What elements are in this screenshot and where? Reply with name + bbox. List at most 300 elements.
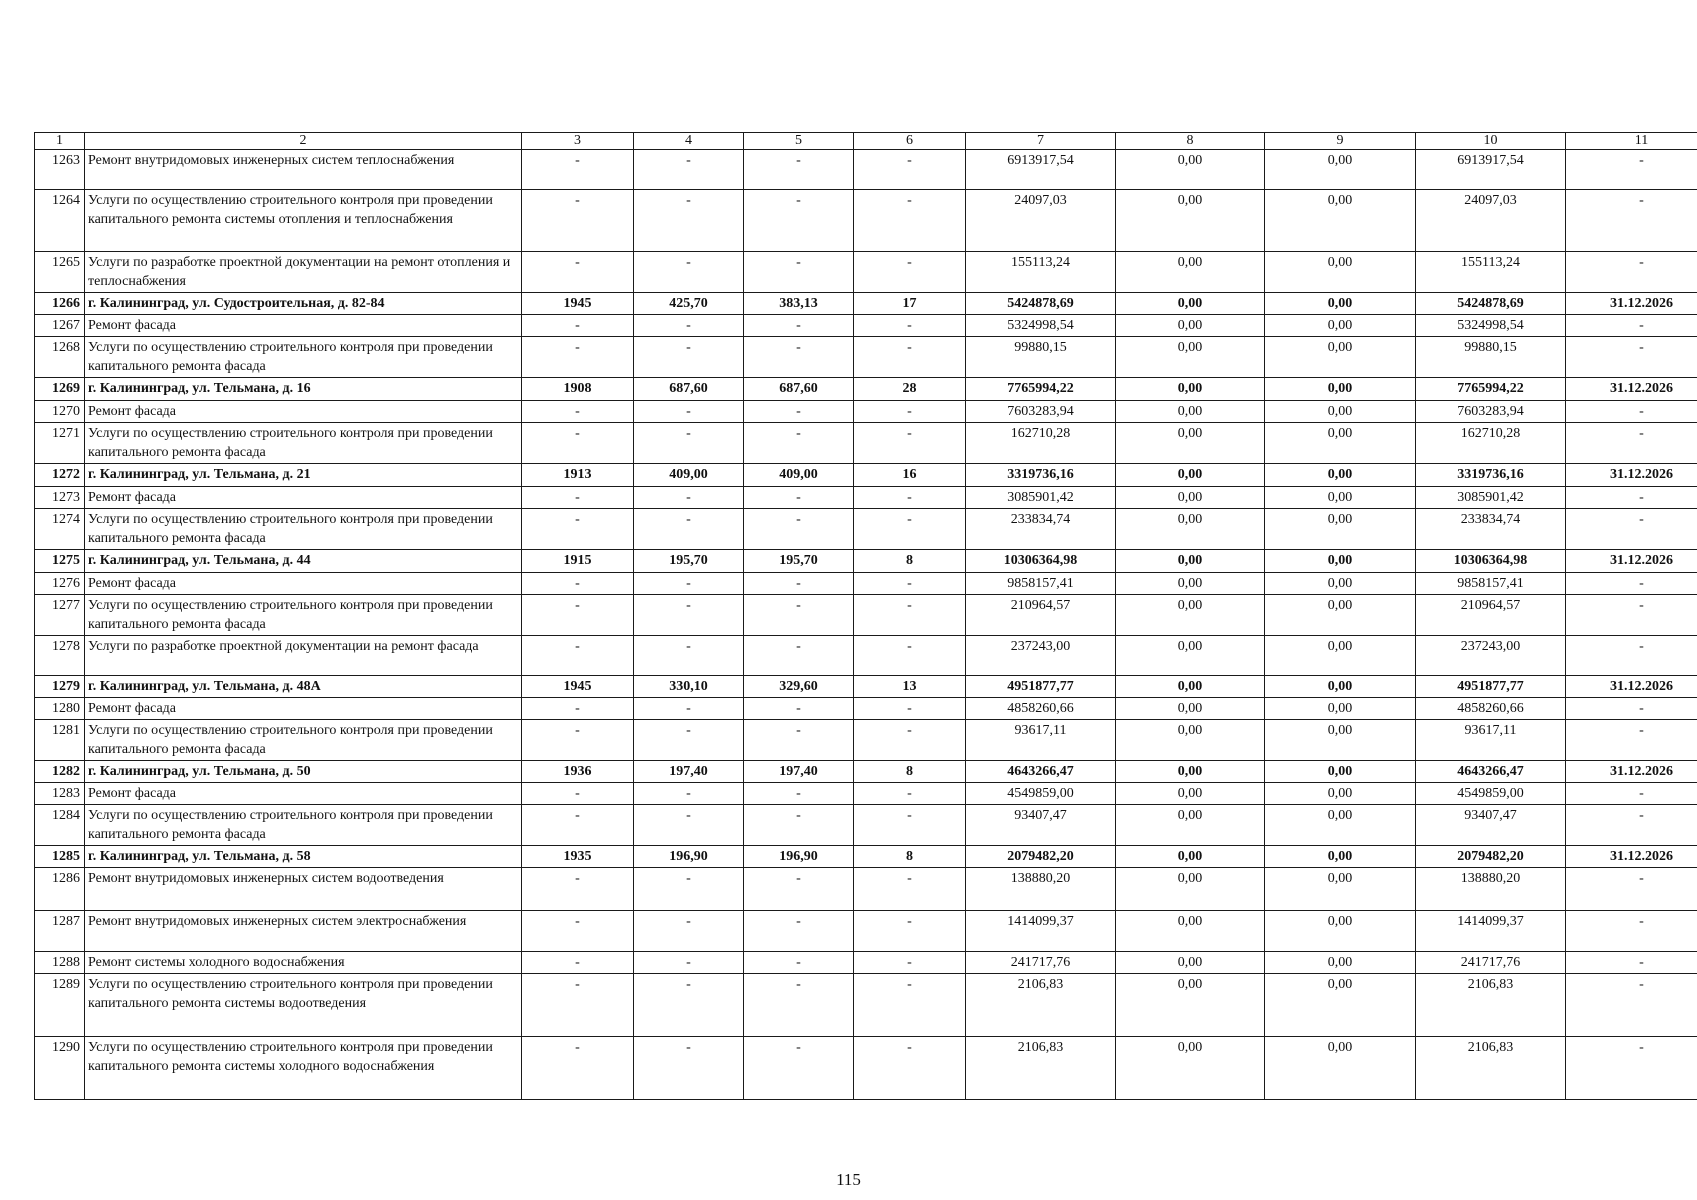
row-number-cell: 1290: [35, 1037, 85, 1100]
area-living-cell: -: [744, 150, 854, 190]
year-cell: -: [522, 720, 634, 761]
cost-owners-cell: 4951877,77: [1416, 676, 1566, 698]
deadline-cell: -: [1566, 401, 1697, 423]
work-name-cell: Услуги по осуществлению строительного контроля при проведении капитального ремонта системы отопления и теплоснабжения: [85, 190, 522, 252]
row-number-cell: 1268: [35, 337, 85, 378]
work-item-row: [35, 487, 1697, 509]
area-total-cell: 687,60: [634, 378, 744, 401]
cost-budget-cell: 0,00: [1265, 846, 1416, 868]
cost-budget-cell: 0,00: [1265, 464, 1416, 487]
area-living-cell: -: [744, 974, 854, 1037]
address-row: [35, 676, 1697, 698]
residents-cell: -: [854, 952, 966, 974]
deadline-cell: 31.12.2026: [1566, 846, 1697, 868]
residents-cell: -: [854, 805, 966, 846]
cost-owners-cell: 233834,74: [1416, 509, 1566, 550]
area-living-cell: -: [744, 595, 854, 636]
address-row: [35, 761, 1697, 783]
row-number-cell: 1278: [35, 636, 85, 676]
header-cell: 10: [1416, 133, 1566, 150]
residents-cell: 13: [854, 676, 966, 698]
work-name-cell: г. Калининград, ул. Судостроительная, д. 82-84: [85, 293, 522, 315]
column-number-header-row: [35, 133, 1697, 150]
year-cell: -: [522, 911, 634, 952]
row-number-cell: 1274: [35, 509, 85, 550]
year-cell: 1936: [522, 761, 634, 783]
area-living-cell: -: [744, 911, 854, 952]
residents-cell: 8: [854, 761, 966, 783]
row-number-cell: 1270: [35, 401, 85, 423]
area-living-cell: -: [744, 573, 854, 595]
cost-budget-cell: 0,00: [1265, 1037, 1416, 1100]
row-number-cell: 1287: [35, 911, 85, 952]
cost-owners-cell: 24097,03: [1416, 190, 1566, 252]
cost-owners-cell: 2106,83: [1416, 1037, 1566, 1100]
year-cell: -: [522, 698, 634, 720]
row-number-cell: 1265: [35, 252, 85, 293]
cost-budget-cell: 0,00: [1265, 595, 1416, 636]
year-cell: -: [522, 252, 634, 293]
work-name-cell: Услуги по разработке проектной документации на ремонт отопления и теплоснабжения: [85, 252, 522, 293]
cost-total-cell: 93407,47: [966, 805, 1116, 846]
area-total-cell: -: [634, 636, 744, 676]
deadline-cell: -: [1566, 423, 1697, 464]
area-living-cell: -: [744, 783, 854, 805]
area-total-cell: -: [634, 911, 744, 952]
area-total-cell: -: [634, 952, 744, 974]
work-name-cell: Ремонт внутридомовых инженерных систем водоотведения: [85, 868, 522, 911]
cost-budget-cell: 0,00: [1265, 487, 1416, 509]
deadline-cell: 31.12.2026: [1566, 676, 1697, 698]
cost-total-cell: 210964,57: [966, 595, 1116, 636]
deadline-cell: -: [1566, 252, 1697, 293]
residents-cell: -: [854, 595, 966, 636]
deadline-cell: -: [1566, 573, 1697, 595]
deadline-cell: 31.12.2026: [1566, 761, 1697, 783]
work-name-cell: г. Калининград, ул. Тельмана, д. 16: [85, 378, 522, 401]
deadline-cell: -: [1566, 783, 1697, 805]
deadline-cell: 31.12.2026: [1566, 378, 1697, 401]
deadline-cell: -: [1566, 868, 1697, 911]
cost-total-cell: 93617,11: [966, 720, 1116, 761]
year-cell: -: [522, 974, 634, 1037]
year-cell: -: [522, 636, 634, 676]
area-total-cell: -: [634, 974, 744, 1037]
year-cell: -: [522, 401, 634, 423]
cost-owners-cell: 210964,57: [1416, 595, 1566, 636]
cost-fund-cell: 0,00: [1116, 378, 1265, 401]
cost-total-cell: 4858260,66: [966, 698, 1116, 720]
work-name-cell: Услуги по разработке проектной документации на ремонт фасада: [85, 636, 522, 676]
cost-total-cell: 99880,15: [966, 337, 1116, 378]
cost-total-cell: 4643266,47: [966, 761, 1116, 783]
cost-fund-cell: 0,00: [1116, 401, 1265, 423]
area-living-cell: -: [744, 805, 854, 846]
cost-fund-cell: 0,00: [1116, 315, 1265, 337]
header-cell: 11: [1566, 133, 1697, 150]
cost-owners-cell: 6913917,54: [1416, 150, 1566, 190]
cost-budget-cell: 0,00: [1265, 952, 1416, 974]
year-cell: -: [522, 190, 634, 252]
area-living-cell: 329,60: [744, 676, 854, 698]
area-living-cell: 383,13: [744, 293, 854, 315]
work-item-row: [35, 509, 1697, 550]
cost-owners-cell: 99880,15: [1416, 337, 1566, 378]
cost-owners-cell: 3319736,16: [1416, 464, 1566, 487]
work-item-row: [35, 595, 1697, 636]
work-item-row: [35, 698, 1697, 720]
area-living-cell: -: [744, 190, 854, 252]
cost-budget-cell: 0,00: [1265, 720, 1416, 761]
row-number-cell: 1266: [35, 293, 85, 315]
area-living-cell: -: [744, 252, 854, 293]
deadline-cell: -: [1566, 315, 1697, 337]
residents-cell: -: [854, 911, 966, 952]
area-total-cell: 195,70: [634, 550, 744, 573]
cost-budget-cell: 0,00: [1265, 378, 1416, 401]
area-total-cell: 196,90: [634, 846, 744, 868]
row-number-cell: 1286: [35, 868, 85, 911]
cost-fund-cell: 0,00: [1116, 487, 1265, 509]
year-cell: -: [522, 150, 634, 190]
row-number-cell: 1263: [35, 150, 85, 190]
area-total-cell: -: [634, 252, 744, 293]
work-item-row: [35, 911, 1697, 952]
table-body: [35, 133, 1697, 1100]
cost-total-cell: 6913917,54: [966, 150, 1116, 190]
area-total-cell: -: [634, 698, 744, 720]
row-number-cell: 1267: [35, 315, 85, 337]
year-cell: -: [522, 595, 634, 636]
deadline-cell: -: [1566, 595, 1697, 636]
cost-owners-cell: 3085901,42: [1416, 487, 1566, 509]
header-cell: 9: [1265, 133, 1416, 150]
work-name-cell: Ремонт внутридомовых инженерных систем электроснабжения: [85, 911, 522, 952]
area-living-cell: -: [744, 337, 854, 378]
header-cell: 3: [522, 133, 634, 150]
address-row: [35, 464, 1697, 487]
cost-fund-cell: 0,00: [1116, 974, 1265, 1037]
row-number-cell: 1279: [35, 676, 85, 698]
year-cell: -: [522, 487, 634, 509]
cost-total-cell: 4549859,00: [966, 783, 1116, 805]
cost-budget-cell: 0,00: [1265, 190, 1416, 252]
address-row: [35, 378, 1697, 401]
deadline-cell: -: [1566, 805, 1697, 846]
year-cell: 1908: [522, 378, 634, 401]
residents-cell: -: [854, 868, 966, 911]
work-item-row: [35, 720, 1697, 761]
cost-fund-cell: 0,00: [1116, 911, 1265, 952]
residents-cell: -: [854, 190, 966, 252]
row-number-cell: 1289: [35, 974, 85, 1037]
residents-cell: -: [854, 487, 966, 509]
cost-fund-cell: 0,00: [1116, 550, 1265, 573]
area-living-cell: -: [744, 636, 854, 676]
cost-budget-cell: 0,00: [1265, 805, 1416, 846]
area-living-cell: -: [744, 868, 854, 911]
area-living-cell: 196,90: [744, 846, 854, 868]
residents-cell: -: [854, 150, 966, 190]
year-cell: -: [522, 509, 634, 550]
header-cell: 8: [1116, 133, 1265, 150]
cost-fund-cell: 0,00: [1116, 783, 1265, 805]
row-number-cell: 1271: [35, 423, 85, 464]
cost-total-cell: 1414099,37: [966, 911, 1116, 952]
year-cell: -: [522, 423, 634, 464]
cost-owners-cell: 7765994,22: [1416, 378, 1566, 401]
area-living-cell: 197,40: [744, 761, 854, 783]
cost-budget-cell: 0,00: [1265, 509, 1416, 550]
cost-fund-cell: 0,00: [1116, 805, 1265, 846]
cost-owners-cell: 93407,47: [1416, 805, 1566, 846]
row-number-cell: 1280: [35, 698, 85, 720]
work-name-cell: Услуги по осуществлению строительного контроля при проведении капитального ремонта фасада: [85, 337, 522, 378]
work-name-cell: г. Калининград, ул. Тельмана, д. 48А: [85, 676, 522, 698]
residents-cell: -: [854, 1037, 966, 1100]
cost-total-cell: 24097,03: [966, 190, 1116, 252]
year-cell: 1945: [522, 293, 634, 315]
row-number-cell: 1276: [35, 573, 85, 595]
cost-owners-cell: 1414099,37: [1416, 911, 1566, 952]
cost-budget-cell: 0,00: [1265, 698, 1416, 720]
header-cell: 6: [854, 133, 966, 150]
residents-cell: -: [854, 337, 966, 378]
work-name-cell: Ремонт системы холодного водоснабжения: [85, 952, 522, 974]
cost-fund-cell: 0,00: [1116, 293, 1265, 315]
area-total-cell: 409,00: [634, 464, 744, 487]
year-cell: 1915: [522, 550, 634, 573]
year-cell: 1935: [522, 846, 634, 868]
cost-budget-cell: 0,00: [1265, 573, 1416, 595]
cost-owners-cell: 93617,11: [1416, 720, 1566, 761]
cost-fund-cell: 0,00: [1116, 252, 1265, 293]
cost-fund-cell: 0,00: [1116, 761, 1265, 783]
cost-total-cell: 241717,76: [966, 952, 1116, 974]
cost-owners-cell: 162710,28: [1416, 423, 1566, 464]
cost-owners-cell: 4643266,47: [1416, 761, 1566, 783]
area-living-cell: -: [744, 401, 854, 423]
header-cell: 5: [744, 133, 854, 150]
cost-owners-cell: 9858157,41: [1416, 573, 1566, 595]
deadline-cell: -: [1566, 1037, 1697, 1100]
work-item-row: [35, 636, 1697, 676]
cost-owners-cell: 237243,00: [1416, 636, 1566, 676]
cost-owners-cell: 2079482,20: [1416, 846, 1566, 868]
cost-fund-cell: 0,00: [1116, 868, 1265, 911]
residents-cell: 8: [854, 550, 966, 573]
work-name-cell: Ремонт внутридомовых инженерных систем теплоснабжения: [85, 150, 522, 190]
area-total-cell: -: [634, 595, 744, 636]
work-name-cell: г. Калининград, ул. Тельмана, д. 44: [85, 550, 522, 573]
area-total-cell: -: [634, 720, 744, 761]
residents-cell: -: [854, 783, 966, 805]
cost-fund-cell: 0,00: [1116, 676, 1265, 698]
row-number-cell: 1284: [35, 805, 85, 846]
year-cell: -: [522, 805, 634, 846]
cost-budget-cell: 0,00: [1265, 252, 1416, 293]
cost-total-cell: 4951877,77: [966, 676, 1116, 698]
work-item-row: [35, 401, 1697, 423]
residents-cell: -: [854, 720, 966, 761]
cost-budget-cell: 0,00: [1265, 150, 1416, 190]
cost-budget-cell: 0,00: [1265, 401, 1416, 423]
year-cell: -: [522, 573, 634, 595]
work-item-row: [35, 1037, 1697, 1100]
header-cell: 1: [35, 133, 85, 150]
row-number-cell: 1285: [35, 846, 85, 868]
work-item-row: [35, 805, 1697, 846]
area-total-cell: -: [634, 805, 744, 846]
work-name-cell: Услуги по осуществлению строительного контроля при проведении капитального ремонта системы водоотведения: [85, 974, 522, 1037]
area-living-cell: -: [744, 952, 854, 974]
work-item-row: [35, 315, 1697, 337]
cost-total-cell: 7603283,94: [966, 401, 1116, 423]
row-number-cell: 1273: [35, 487, 85, 509]
deadline-cell: -: [1566, 911, 1697, 952]
work-item-row: [35, 783, 1697, 805]
cost-fund-cell: 0,00: [1116, 423, 1265, 464]
area-total-cell: -: [634, 423, 744, 464]
cost-fund-cell: 0,00: [1116, 952, 1265, 974]
header-cell: 2: [85, 133, 522, 150]
residents-cell: 28: [854, 378, 966, 401]
cost-fund-cell: 0,00: [1116, 190, 1265, 252]
cost-budget-cell: 0,00: [1265, 315, 1416, 337]
header-cell: 7: [966, 133, 1116, 150]
work-item-row: [35, 337, 1697, 378]
work-item-row: [35, 974, 1697, 1037]
work-item-row: [35, 952, 1697, 974]
residents-cell: -: [854, 974, 966, 1037]
work-name-cell: Услуги по осуществлению строительного контроля при проведении капитального ремонта системы холодного водоснабжения: [85, 1037, 522, 1100]
cost-total-cell: 237243,00: [966, 636, 1116, 676]
area-total-cell: -: [634, 401, 744, 423]
deadline-cell: -: [1566, 952, 1697, 974]
cost-fund-cell: 0,00: [1116, 464, 1265, 487]
deadline-cell: -: [1566, 190, 1697, 252]
area-total-cell: 425,70: [634, 293, 744, 315]
cost-fund-cell: 0,00: [1116, 636, 1265, 676]
cost-owners-cell: 155113,24: [1416, 252, 1566, 293]
residents-cell: -: [854, 509, 966, 550]
cost-owners-cell: 5324998,54: [1416, 315, 1566, 337]
year-cell: -: [522, 1037, 634, 1100]
cost-total-cell: 162710,28: [966, 423, 1116, 464]
cost-fund-cell: 0,00: [1116, 150, 1265, 190]
cost-budget-cell: 0,00: [1265, 761, 1416, 783]
row-number-cell: 1269: [35, 378, 85, 401]
deadline-cell: -: [1566, 698, 1697, 720]
cost-owners-cell: 2106,83: [1416, 974, 1566, 1037]
row-number-cell: 1275: [35, 550, 85, 573]
cost-total-cell: 9858157,41: [966, 573, 1116, 595]
area-total-cell: -: [634, 783, 744, 805]
cost-total-cell: 2106,83: [966, 1037, 1116, 1100]
cost-total-cell: 233834,74: [966, 509, 1116, 550]
deadline-cell: 31.12.2026: [1566, 550, 1697, 573]
deadline-cell: -: [1566, 974, 1697, 1037]
area-total-cell: -: [634, 337, 744, 378]
residents-cell: 8: [854, 846, 966, 868]
residents-cell: -: [854, 252, 966, 293]
deadline-cell: 31.12.2026: [1566, 293, 1697, 315]
cost-total-cell: 138880,20: [966, 868, 1116, 911]
residents-cell: -: [854, 315, 966, 337]
area-living-cell: -: [744, 698, 854, 720]
row-number-cell: 1283: [35, 783, 85, 805]
area-living-cell: -: [744, 423, 854, 464]
residents-cell: -: [854, 401, 966, 423]
area-total-cell: -: [634, 868, 744, 911]
cost-fund-cell: 0,00: [1116, 573, 1265, 595]
work-name-cell: Услуги по осуществлению строительного контроля при проведении капитального ремонта фасада: [85, 720, 522, 761]
work-item-row: [35, 423, 1697, 464]
cost-total-cell: 5424878,69: [966, 293, 1116, 315]
cost-fund-cell: 0,00: [1116, 509, 1265, 550]
area-living-cell: -: [744, 487, 854, 509]
address-row: [35, 846, 1697, 868]
cost-fund-cell: 0,00: [1116, 698, 1265, 720]
work-name-cell: Ремонт фасада: [85, 783, 522, 805]
cost-total-cell: 2106,83: [966, 974, 1116, 1037]
cost-fund-cell: 0,00: [1116, 846, 1265, 868]
year-cell: -: [522, 337, 634, 378]
cost-fund-cell: 0,00: [1116, 595, 1265, 636]
area-living-cell: -: [744, 1037, 854, 1100]
cost-budget-cell: 0,00: [1265, 974, 1416, 1037]
work-name-cell: г. Калининград, ул. Тельмана, д. 50: [85, 761, 522, 783]
deadline-cell: -: [1566, 337, 1697, 378]
work-name-cell: Ремонт фасада: [85, 698, 522, 720]
row-number-cell: 1277: [35, 595, 85, 636]
work-name-cell: г. Калининград, ул. Тельмана, д. 21: [85, 464, 522, 487]
area-total-cell: -: [634, 190, 744, 252]
capital-repair-table: [34, 132, 1697, 1100]
work-name-cell: Ремонт фасада: [85, 573, 522, 595]
area-total-cell: -: [634, 487, 744, 509]
area-living-cell: 195,70: [744, 550, 854, 573]
work-name-cell: Услуги по осуществлению строительного контроля при проведении капитального ремонта фасада: [85, 509, 522, 550]
area-living-cell: 409,00: [744, 464, 854, 487]
year-cell: -: [522, 783, 634, 805]
year-cell: -: [522, 868, 634, 911]
work-name-cell: Ремонт фасада: [85, 401, 522, 423]
cost-total-cell: 2079482,20: [966, 846, 1116, 868]
work-name-cell: Услуги по осуществлению строительного контроля при проведении капитального ремонта фасада: [85, 595, 522, 636]
cost-total-cell: 5324998,54: [966, 315, 1116, 337]
area-total-cell: 330,10: [634, 676, 744, 698]
row-number-cell: 1288: [35, 952, 85, 974]
cost-total-cell: 155113,24: [966, 252, 1116, 293]
cost-total-cell: 7765994,22: [966, 378, 1116, 401]
work-item-row: [35, 190, 1697, 252]
deadline-cell: -: [1566, 487, 1697, 509]
year-cell: 1945: [522, 676, 634, 698]
cost-budget-cell: 0,00: [1265, 293, 1416, 315]
work-item-row: [35, 252, 1697, 293]
residents-cell: 16: [854, 464, 966, 487]
cost-owners-cell: 138880,20: [1416, 868, 1566, 911]
row-number-cell: 1272: [35, 464, 85, 487]
area-total-cell: -: [634, 573, 744, 595]
cost-fund-cell: 0,00: [1116, 337, 1265, 378]
residents-cell: -: [854, 423, 966, 464]
year-cell: -: [522, 315, 634, 337]
cost-budget-cell: 0,00: [1265, 636, 1416, 676]
area-total-cell: 197,40: [634, 761, 744, 783]
deadline-cell: -: [1566, 150, 1697, 190]
